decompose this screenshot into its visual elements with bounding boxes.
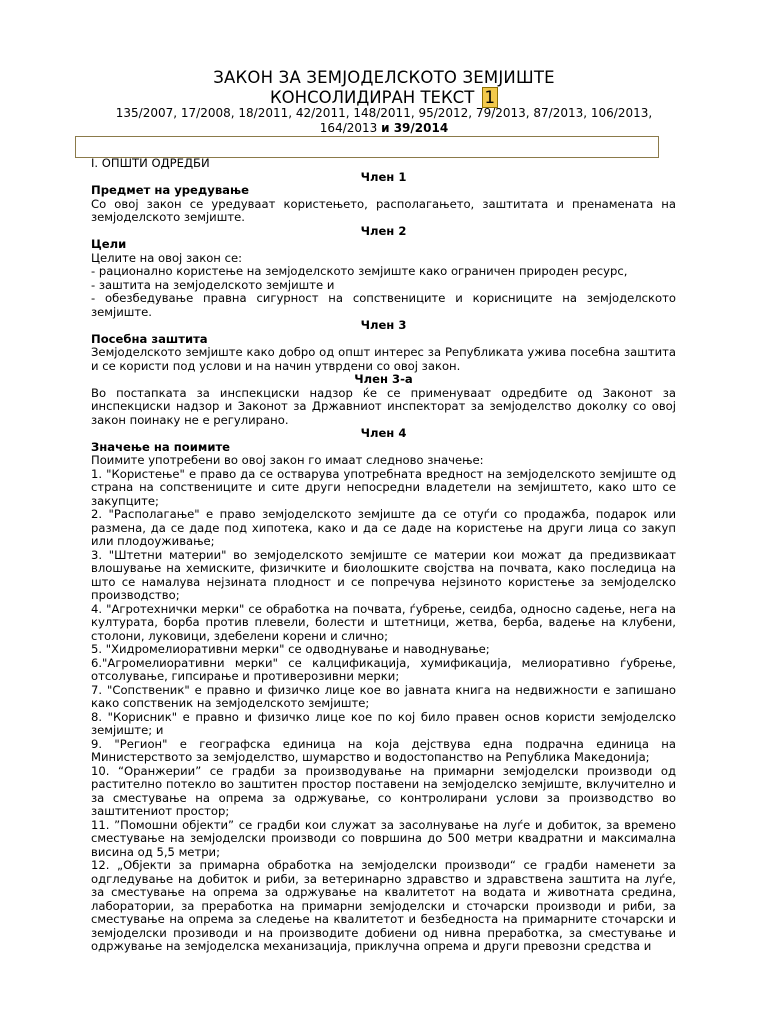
definition-item: 12. „Објекти за примарна обработка на земјоделски производи“ се градби наменети за одгледување на добиток и риби, за ветеринарно здравство и здравствена заштита на луѓе, за сместување на опрема за одржување на квалитетот на водата и животната средина, лаборатории, за преработка на примарни земјоделски и сточарски производи и риби, за сместување на опрема за следење на квалитетот и безбедноста на примарните сточарски и земјоделски прозиводи и на производите добиени од нивна преработка, за сместување и одржување на земјоделска механизација, приклучна опрема и други превозни средства и: [91, 858, 676, 953]
definition-item: 4. "Агротехнички мерки" се обработка на почвата, ѓубрење, сеидба, односно садење, нега на културата, борба против плевели, болести и штетници, жетва, берба, вадење на клубени, столони, луковици, здебелени корени и слично;: [91, 601, 676, 643]
consolidated-text-heading: [80, 88, 688, 107]
definition-item: 8. "Корисник" е правно и физичко лице кое по кој било правен основ користи земјоделско земјиште; и: [91, 709, 676, 737]
definition-item: 11. ”Помошни објекти” се градби кои служат за засолнување на луѓе и добиток, за времено сместување на земјоделски производи со површина до 500 метри квадратни и максимална висина од 5,5 метри;: [91, 817, 676, 859]
article-2-item: - обезбедување правна сигурност на сопствениците и корисниците на земјоделското земјиште.: [91, 291, 676, 319]
empty-text-box[interactable]: [75, 136, 659, 158]
article-2-item: - рационално користење на земјоделското земјиште како ограничен природен ресурс,: [91, 264, 628, 278]
definition-item: 6."Агромелиоративни мерки" се калцификација, хумификација, мелиоративно ѓубрење, отсолување, гипсирање и противерозивни мерки;: [91, 655, 676, 683]
article-3-text: Земјоделското земјиште како добро од општ интерес за Републиката ужива посебна заштита и се користи под услови и на начин утврдени со овој закон.: [91, 345, 676, 373]
article-3a-text: Во постапката за инспекциски надзор ќе се применуваат одредбите од Законот за инспекциски надзор и Законот за Државниот инспекторат за земјоделство доколку со овој закон поинаку не е регулирано.: [91, 385, 676, 427]
article-3-title: Член 3: [360, 318, 407, 332]
definition-item: 5. "Хидромелиоративни мерки" се одводнување и наводнување;: [91, 642, 490, 656]
article-3-heading: Посебна заштита: [91, 331, 208, 346]
article-2-heading: Цели: [91, 237, 127, 251]
definition-item: 1. "Користење" е право да се остварува употребната вредност на земјоделското земјиште од страна на сопствениците и сите други непосредни владетели на земјиштето, како што се закупците;: [91, 466, 676, 508]
article-1-title: Член 1: [360, 169, 407, 184]
article-2-item: - заштита на земјоделското земјиште и: [91, 277, 335, 292]
gazette-line-2: [80, 121, 688, 136]
gazette-line-1: 135/2007, 17/2008, 18/2011, 42/2011, 148/2011, 95/2012, 79/2013, 87/2013, 106/2013,: [115, 106, 653, 120]
footnote-marker[interactable]: 1: [482, 87, 499, 108]
article-3a-title: Член 3-а: [354, 372, 413, 386]
gazette-numbers: [80, 106, 688, 136]
article-4-heading: Значење на поимите: [91, 439, 231, 454]
article-2-title: Член 2: [360, 223, 407, 238]
article-1-heading: Предмет на уредување: [91, 183, 249, 197]
article-4-title: Член 4: [360, 426, 407, 440]
section-heading: I. ОПШТИ ОДРЕДБИ: [91, 156, 210, 170]
gazette-line-2-bold: и 39/2014: [381, 121, 449, 135]
definition-item: 3. "Штетни материи" во земјоделското земјиште се материи кои можат да предизвикаат влошување на хемиските, физичките и биолошките својства на почвата, како последица на што се намалува нејзината плодност и се попречува нејзиното користење за земјоделско производство;: [91, 547, 676, 602]
definition-item: 7. "Сопственик" е правно и физичко лице кое во јавната книга на недвижности е запишано како сопственик на земјоделското земјиште;: [91, 682, 676, 710]
definition-item: 2. "Располагање" е право земјоделското земјиште да се отуѓи со продажба, подарок или размена, да се даде под хипотека, како и да се даде на користење на други лица со закуп или плодоуживање;: [91, 507, 676, 548]
article-1-text: Со овој закон се уредуваат користењето, располагањето, заштитата и пренамената на земјоделското земјиште.: [91, 196, 676, 224]
gazette-line-2-text: 164/2013: [319, 121, 378, 135]
document-body: [91, 157, 676, 954]
law-title: ЗАКОН ЗА ЗЕМЈОДЕЛСКОТО ЗЕМЈИШТЕ: [213, 68, 555, 87]
consolidated-text-label: КОНСОЛИДИРАН ТЕКСТ: [269, 88, 475, 107]
article-2-intro: Целите на овој закон се:: [91, 250, 242, 265]
article-4-intro: Поимите употребени во овој закон го имаат следново значење:: [91, 453, 484, 467]
definition-item: 9. "Регион" е географска единица на која дејствува една подрачна единица на Министерството за земјоделство, шумарство и водостопанство на Република Македонија;: [91, 736, 676, 764]
definition-item: 10. “Оранжерии” се градби за производување на примарни земјоделски производи од растително потекло во заштитен простор поставени на земјоделско земјиште, вклучително и за сместување на опрема за одржување, со контролирани услови за производство во заштитениот простор;: [91, 763, 676, 818]
